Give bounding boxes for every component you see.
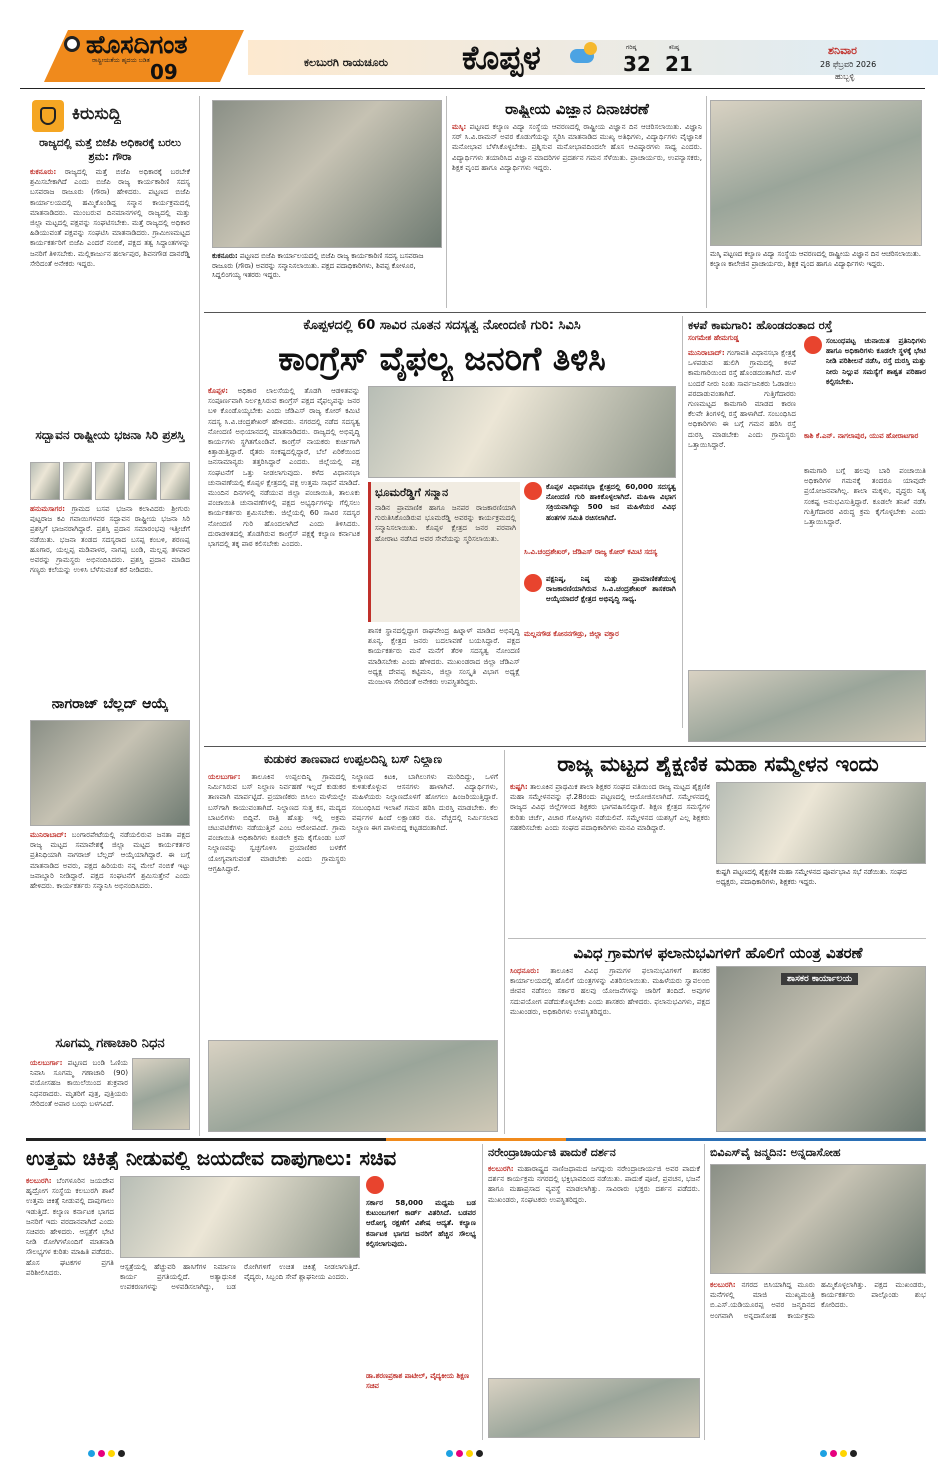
science-day-title: ರಾಷ್ಟ್ರೀಯ ವಿಜ್ಞಾನ ದಿನಾಚರಣೆ [505,100,649,118]
machines-photo [716,966,926,1132]
callout-1-text: ಕೊಪ್ಪಳ ವಿಧಾನಸಭಾ ಕ್ಷೇತ್ರದಲ್ಲಿ 60,000 ಸದಸ್ಯತ್ವ ನೋಂದಣಿ ಗುರಿ ಹಾಕಿಕೊಳ್ಳಲಾಗಿದೆ. ಮಹಿಳಾ ವಿಭಾಗ ಸಕ್ರಿಯವಾಗಿದ್ದು 500 ಜನ ಮಹಿಳೆಯರ ವಿವಿಧ ಹಂತಗಳ ಸಮಿತಿ ರಚಿಸಲಾಗಿದೆ. [546,482,676,522]
print-marks-center [446,1442,486,1461]
weather-sun-icon [584,42,597,55]
logo-emblem-icon [64,36,80,52]
road-work-byline: ಸಂಗಮೇಶ ಹೇಮಗುಡ್ಡ [688,334,739,342]
science-day-text: ಪಟ್ಟಣದ ಕಲ್ಯಾಣ ವಿದ್ಯಾ ಸಂಸ್ಥೆಯ ಆವರಣದಲ್ಲಿ ರಾಷ್ಟ್ರೀಯ ವಿಜ್ಞಾನ ದಿನ ಆಚರಿಸಲಾಯಿತು. ವಿಜ್ಞಾನಿ ಸರ್ ಸಿ.ವಿ.ರಾಮನ್ ಅವರ ಕೊಡುಗೆಯನ್ನು ಸ್ಮರಿಸಿ ಮಾತನಾಡಿದ ಮುಖ್ಯ ಅತಿಥಿಗಳು, ವಿದ್ಯಾರ್ಥಿಗಳು ವೈಜ್ಞಾನಿಕ ಮನೋಭಾವ ಬೆಳೆಸಿಕೊಳ್ಳಬೇಕು. ಪ್ರಶ್ನಿಸುವ ಮನೋಭಾವದಿಂದಲೇ ಹೊಸ ಆವಿಷ್ಕಾರಗಳು ಸಾಧ್ಯ ಎಂದರು. ವಿದ್ಯಾರ್ಥಿಗಳು ತಯಾರಿಸಿದ ವಿಜ್ಞಾನ ಮಾದರಿಗಳ ಪ್ರದರ್ಶನ ಗಮನ ಸೆಳೆಯಿತು. ಪ್ರಾಚಾರ್ಯರು, ಉಪನ್ಯಾಸಕರು, ಶಿಕ್ಷಕ ವೃಂದ ಹಾಗೂ ವಿದ್ಯಾರ್ಥಿಗಳು ಇದ್ದರು. [452,122,702,172]
congress-inset-body: ನಾಡಿನ ಪ್ರಾಮಾಣಿಕ ಹಾಗೂ ಜನಪರ ರಾಜಕಾರಣಿಯಾಗಿ ಗುರುತಿಸಿಕೊಂಡಿರುವ ಭೂಮರೆಡ್ಡಿ ಅವರನ್ನು ಕಾರ್ಯಕ್ರಮದಲ್ಲಿ ಸನ್ಮಾನಿಸಲಾಯಿತು. ಕೊಪ್ಪಳ ಕ್ಷೇತ್ರದ ಜನರ ಪರವಾಗಿ ಹೋರಾಟ ನಡೆಸಿದ ಅವರ ಸೇವೆಯನ್ನು ಸ್ಮರಿಸಲಾಯಿತು. [375,503,516,543]
masthead [0,0,945,90]
print-dot [830,1450,837,1457]
regions-label: ಕಲಬುರಗಿ ರಾಯಚೂರು [304,56,389,69]
road-callout-source: ಕಾಶಿ ಕೆ.ಎನ್. ನಾಗಲಾಪುರ, ಯುವ ಹೋರಾಟಗಾರ [804,432,919,440]
road-work-dateline: ಮುನಿರಾಬಾದ್: [688,348,725,357]
sidebar-story2-dateline: ಹನುಮಸಾಗರ: [30,504,66,513]
print-dot [466,1450,473,1457]
sidebar-story4-body [30,1058,128,1134]
divider-mid-1 [682,316,683,728]
tagline: ರಾಷ್ಟ್ರೀಯತೆಯ ಹೃದಯ ಬಡಿತ [92,57,150,64]
congress-headline: ಕಾಂಗ್ರೆಸ್ ವೈಫಲ್ಯ ಜನರಿಗೆ ತಿಳಿಸಿ [278,339,606,378]
congress-body2: ಕಳೆದ ವಿಧಾನಸಭಾ ಚುನಾವಣೆಯಲ್ಲಿ ಕೊಪ್ಪಳ ಕ್ಷೇತ್ರದಲ್ಲಿ ಪಕ್ಷ ಉತ್ತಮ ಸಾಧನೆ ಮಾಡಿದೆ. ಮುಂದಿನ ದಿನಗಳಲ್ಲಿ ನಡೆಯುವ ಜಿಲ್ಲಾ ಪಂಚಾಯಿತಿ, ತಾಲೂಕು ಪಂಚಾಯಿತಿ ಚುನಾವಣೆಗಳಲ್ಲಿ ಪಕ್ಷದ ಅಭ್ಯರ್ಥಿಗಳನ್ನು ಗೆಲ್ಲಿಸಲು ಕಾರ್ಯಕರ್ತರು ಶ್ರಮಿಸಬೇಕು. ಜಿಲ್ಲೆಯಲ್ಲಿ 60 ಸಾವಿರ ಸದಸ್ಯರ ನೋಂದಣಿ ಗುರಿ ಹೊಂದಲಾಗಿದೆ ಎಂದು ತಿಳಿಸಿದರು. ದುರಾಡಳಿತದಲ್ಲಿ ತೊಡಗಿರುವ ಕಾಂಗ್ರೆಸ್ ಪಕ್ಷಕ್ಕೆ ಕಲ್ಯಾಣ ಕರ್ನಾಟಕ ಭಾಗದಲ್ಲಿ ತಕ್ಕ ಪಾಠ ಕಲಿಸಬೇಕು ಎಂದರು. [208,467,360,549]
bottom-section-rule [26,1138,926,1141]
congress-body-col3: ಶಾಸಕ ಸ್ಥಾನದಲ್ಲಿದ್ದಾಗ ರಾಘವೇಂದ್ರ ಹಿಟ್ನಾಳ್ ಮಾಡಿದ ಅಭಿವೃದ್ಧಿ ಶೂನ್ಯ. ಕ್ಷೇತ್ರದ ಜನರು ಬದಲಾವಣೆ ಬಯಸಿದ್ದಾರೆ. ಪಕ್ಷದ ಕಾರ್ಯಕರ್ತರು ಮನೆ ಮನೆಗೆ ತೆರಳಿ ಸದಸ್ಯತ್ವ ನೋಂದಣಿ ಮಾಡಿಸಬೇಕು ಎಂದು ಹೇಳಿದರು. ಮುಖಂಡರಾದ ಜಿಲ್ಲಾ ಜೆಡಿಎಸ್ ಅಧ್ಯಕ್ಷ ದೇವಪ್ಪ ಕಟ್ಟಿಮನಿ, ಜಿಲ್ಲಾ ಸಂಸ್ಕೃತಿ ವಿಭಾಗ ಅಧ್ಯಕ್ಷೆ ಮಂಜುಳಾ ಸೇರಿದಂತೆ ಅನೇಕರು ಉಪಸ್ಥಿತರಿದ್ದರು. [368,626,520,687]
award-photo-4 [128,462,158,500]
machines-title: ವಿವಿಧ ಗ್ರಾಮಗಳ ಫಲಾನುಭವಿಗಳಿಗೆ ಹೊಲಿಗೆ ಯಂತ್ರ ವಿತರಣೆ [573,944,863,962]
felicitation-photo [30,720,190,826]
congress-body-col1 [208,386,360,728]
masthead-rule [20,88,925,89]
sidebar-story1-dateline: ಕುಕನೂರು: [30,167,57,176]
sidebar-story3-title: ನಾಗರಾಜ್ ಬೆಲ್ಲದ್ ಆಯ್ಕೆ [51,696,169,712]
road-work-title: ಕಳಪೆ ಕಾಮಗಾರಿ: ಹೊಂಡದಂತಾದ ರಸ್ತೆ [688,318,833,332]
bvs-photo [710,1164,926,1274]
bus-stand-body: ತಾಲೂಕಿನ ಉಪ್ಪಲದಿನ್ನಿ ಗ್ರಾಮದಲ್ಲಿ ನಿರ್ಮಿಸಿರುವ ಬಸ್ ನಿಲ್ದಾಣ ನಿರ್ವಹಣೆ ಇಲ್ಲದೆ ಕುಡುಕರ ತಾಣವಾಗಿ ಮಾರ್ಪಟ್ಟಿದೆ. ಪ್ರಯಾಣಿಕರು ಬಿಸಿಲು ಮಳೆಯಲ್ಲೇ ಬಸ್‌ಗಾಗಿ ಕಾಯುವಂತಾಗಿದೆ. ನಿಲ್ದಾಣದ ಸುತ್ತ ಕಸ, ಮದ್ಯದ ಬಾಟಲಿಗಳು ಬಿದ್ದಿವೆ. ರಾತ್ರಿ ಹೊತ್ತು ಇಲ್ಲಿ ಅಕ್ರಮ ಚಟುವಟಿಕೆಗಳು ನಡೆಯುತ್ತಿವೆ ಎಂಬ ಆರೋಪವಿದೆ. ಗ್ರಾಮ ಪಂಚಾಯಿತಿ ಅಧಿಕಾರಿಗಳು ಕೂಡಲೇ ಕ್ರಮ ಕೈಗೊಂಡು ಬಸ್ ನಿಲ್ದಾಣವನ್ನು ಸ್ವಚ್ಛಗೊಳಿಸಿ ಪ್ರಯಾಣಿಕರ ಬಳಕೆಗೆ ಯೋಗ್ಯವಾಗುವಂತೆ ಮಾಡಬೇಕು ಎಂದು ಗ್ರಾಮಸ್ಥರು ಆಗ್ರಹಿಸಿದ್ದಾರೆ. [208,772,346,873]
print-dot [820,1450,827,1457]
award-photo-2 [63,462,93,500]
science-day-dateline: ಮಸ್ಕಿ: [452,122,467,131]
quote-icon-3 [804,336,822,354]
road-work-photo [688,670,926,742]
edu-conference-body-col1 [510,782,710,932]
award-photo-1 [30,462,60,500]
print-dot [446,1450,453,1457]
science-day-photo [710,100,922,246]
jayadeva-body-col1 [26,1176,114,1438]
edu-conference-caption: ಕುಷ್ಟಗಿ ಪಟ್ಟಣದಲ್ಲಿ ಶೈಕ್ಷಣಿಕ ಮಹಾ ಸಮ್ಮೇಳನದ ಪೂರ್ವಭಾವಿ ಸಭೆ ನಡೆಯಿತು. ಸಂಘದ ಅಧ್ಯಕ್ಷರು, ಪದಾಧಿಕಾರಿಗಳು, ಶಿಕ್ಷಕರು ಇದ್ದರು. [716,868,907,886]
bus-stand-body-col2: ನಿಲ್ದಾಣದ ಕಿಟಕಿ, ಬಾಗಿಲುಗಳು ಮುರಿದಿದ್ದು, ಒಳಗೆ ಕುಳಿತುಕೊಳ್ಳುವ ಆಸನಗಳು ಹಾಳಾಗಿವೆ. ವಿದ್ಯಾರ್ಥಿಗಳು, ಮಹಿಳೆಯರು ನಿಲ್ದಾಣದೊಳಗೆ ಹೋಗಲು ಹಿಂಜರಿಯುತ್ತಿದ್ದಾರೆ. ಸಂಬಂಧಿಸಿದ ಇಲಾಖೆ ಗಮನ ಹರಿಸಿ ದುರಸ್ತಿ ಮಾಡಬೇಕು. ಕೆಲ ವರ್ಷಗಳ ಹಿಂದೆ ಲಕ್ಷಾಂತರ ರೂ. ವೆಚ್ಚದಲ್ಲಿ ನಿರ್ಮಿಸಲಾದ ನಿಲ್ದಾಣ ಈಗ ಪಾಳುಬಿದ್ದ ಕಟ್ಟಡದಂತಾಗಿದೆ. [352,772,498,833]
sidebar-story4-text: ಪಟ್ಟಣದ ಬಂಡಿ ಓಣಿಯ ನಿವಾಸಿ ಸೂಗಮ್ಮ ಗಣಾಚಾರಿ (90) ವಯೋಸಹಜ ಕಾಯಿಲೆಯಿಂದ ಶುಕ್ರವಾರ ನಿಧನರಾದರು. ಮೃತರಿಗೆ ಪುತ್ರ, ಪುತ್ರಿಯರು ಸೇರಿದಂತೆ ಅಪಾರ ಬಂಧು ಬಳಗವಿದೆ. [30,1058,128,1108]
quote-icon-2 [524,574,542,592]
jayadeva-title: ಉತ್ತಮ ಚಿಕಿತ್ಸೆ ನೀಡುವಲ್ಲಿ ಜಯದೇವ ದಾಪುಗಾಲು: ಸಚಿವ [26,1146,397,1170]
quote-icon-1 [524,482,542,500]
science-day-caption: ಮಸ್ಕಿ ಪಟ್ಟಣದ ಕಲ್ಯಾಣ ವಿದ್ಯಾ ಸಂಸ್ಥೆಯ ಆವರಣದಲ್ಲಿ ರಾಷ್ಟ್ರೀಯ ವಿಜ್ಞಾನ ದಿನ ಆಚರಿಸಲಾಯಿತು. ಕಲ್ಯಾಣ ಕಾಲೇಜಿನ ಪ್ರಾಚಾರ್ಯರು, ಶಿಕ್ಷಕ ವೃಂದ ಹಾಗೂ ವಿದ್ಯಾರ್ಥಿಗಳು ಇದ್ದರು. [710,250,921,268]
congress-inset-box [368,482,520,622]
road-work-body-col1 [688,348,796,666]
divider-row-2 [204,746,926,747]
bjp-felicitation-photo [212,100,442,248]
award-photo-3 [95,462,125,500]
print-dot [118,1450,125,1457]
machines-dateline: ಸಿಂಧನೂರು: [510,966,540,975]
divider-top-1 [446,96,447,308]
bus-stand-body-col1 [208,772,346,1034]
congress-kicker: ಕೊಪ್ಪಳದಲ್ಲಿ 60 ಸಾವಿರ ನೂತನ ಸದಸ್ಯತ್ವ ನೋಂದಣಿ ಗುರಿ: ಸಿವಿಸಿ [303,318,581,333]
divider-row-3 [508,938,926,939]
logo-text: ಹೊಸದಿಗಂತ [86,30,188,59]
bvs-dateline: ಕಲಬುರಗಿ: [710,1280,736,1289]
sidebar-story4-title: ಸೂಗಮ್ಮ ಗಣಾಚಾರಿ ನಿಧನ [55,1036,165,1051]
sidebar-header: ಕಿರುಸುದ್ದಿ [72,104,122,124]
bvs-text: ನಗರದ ಬಿಸಿಯಾಗಿದ್ದ ಮೂರು ಮನೆಗಳಲ್ಲಿ ಮಾಜಿ ಮುಖ್ಯಮಂತ್ರಿ ಬಿ.ಎಸ್.ಯಡಿಯೂರಪ್ಪ ಅವರ ಜನ್ಮದಿನದ ಅಂಗವಾಗಿ ಅನ್ನದಾಸೋಹ ಕಾರ್ಯಕ್ರಮ ಹಮ್ಮಿಕೊಳ್ಳಲಾಗಿತ್ತು. ಪಕ್ಷದ ಮುಖಂಡರು, ಕಾರ್ಯಕರ್ತರು ಪಾಲ್ಗೊಂಡು ಶುಭ ಕೋರಿದರು. [710,1280,926,1320]
science-day-body [452,122,702,306]
road-work-body-col2: ಕಾಮಗಾರಿ ಬಗ್ಗೆ ಹಲವು ಬಾರಿ ಪಂಚಾಯಿತಿ ಅಧಿಕಾರಿಗಳ ಗಮನಕ್ಕೆ ತಂದರೂ ಯಾವುದೇ ಪ್ರಯೋಜನವಾಗಿಲ್ಲ. ಶಾಲಾ ಮಕ್ಕಳು, ವೃದ್ಧರು ನಿತ್ಯ ಸಂಕಷ್ಟ ಅನುಭವಿಸುತ್ತಿದ್ದಾರೆ. ಕೂಡಲೇ ತನಿಖೆ ನಡೆಸಿ ಗುತ್ತಿಗೆದಾರರ ವಿರುದ್ಧ ಕ್ರಮ ಕೈಗೊಳ್ಳಬೇಕು ಎಂದು ಒತ್ತಾಯಿಸಿದ್ದಾರೆ. [804,466,926,527]
print-marks-left [88,1442,128,1461]
sidebar-story4-dateline: ಯಲಬುರ್ಗಾ: [30,1058,63,1067]
bvs-body [710,1280,926,1438]
edition-name: ಕೊಪ್ಪಳ [462,38,541,77]
jayadeva-body-col2: ಆಸ್ಪತ್ರೆಯಲ್ಲಿ ಹೆಚ್ಚುವರಿ ಹಾಸಿಗೆಗಳ ನಿರ್ಮಾಣ ಕಾರ್ಯ ಪ್ರಗತಿಯಲ್ಲಿದೆ. ಅತ್ಯಾಧುನಿಕ ಉಪಕರಣಗಳನ್ನು ಅಳವಡಿಸಲಾಗಿದ್ದು, ಬಡ ರೋಗಿಗಳಿಗೆ ಉಚಿತ ಚಿಕಿತ್ಸೆ ನೀಡಲಾಗುತ್ತಿದೆ. ವೈದ್ಯರು, ಸಿಬ್ಬಂದಿ ಸೇವೆ ಶ್ಲಾಘನೀಯ ಎಂದರು. [120,1262,360,1292]
narendracharya-title: ನರೇಂದ್ರಾಚಾರ್ಯಜಿ ಪಾದುಕೆ ದರ್ಶನ [488,1146,616,1159]
temp-max-label: ಗರಿಷ್ಠ [626,44,637,51]
narendracharya-photo [488,1378,700,1438]
bjp-caption-dateline: ಕುಕನೂರು: [212,252,238,260]
sidebar-story3-text: ಬಂಗಾರಪೇಟೆಯಲ್ಲಿ ನಡೆಯಲಿರುವ ಜನತಾ ಪಕ್ಷದ ರಾಜ್ಯ ಮಟ್ಟದ ಸಮಾವೇಶಕ್ಕೆ ಜಿಲ್ಲಾ ಮಟ್ಟದ ಕಾರ್ಯಕರ್ತರ ಪ್ರತಿನಿಧಿಯಾಗಿ ನಾಗರಾಜ್ ಬೆಲ್ಲದ್ ಆಯ್ಕೆಯಾಗಿದ್ದಾರೆ. ಈ ಬಗ್ಗೆ ಮಾತನಾಡಿದ ಅವರು, ಪಕ್ಷದ ಹಿರಿಯರು ನನ್ನ ಮೇಲೆ ನಂಬಿಕೆ ಇಟ್ಟು ಜವಾಬ್ದಾರಿ ನೀಡಿದ್ದಾರೆ. ಪಕ್ಷದ ಸಂಘಟನೆಗೆ ಶ್ರಮಿಸುತ್ತೇನೆ ಎಂದು ಹೇಳಿದರು. ಕಾರ್ಯಕರ್ತರು ಸನ್ಮಾನಿಸಿ ಅಭಿನಂದಿಸಿದರು. [30,830,190,891]
callout-2-text: ಪಕ್ಷನಿಷ್ಠ, ನಿಷ್ಠ ಮತ್ತು ಪ್ರಾಮಾಣಿಕತೆಯುಳ್ಳ ರಾಜಕಾರಣಿಯಾಗಿರುವ ಸಿ.ವಿ.ಚಂದ್ರಶೇಖರ್ ಶಾಸಕರಾಗಿ ಆಯ್ಕೆಯಾದರೆ ಕ್ಷೇತ್ರದ ಅಭಿವೃದ್ಧಿ ಸಾಧ್ಯ. [546,574,676,604]
sidebar-story1-text: ರಾಜ್ಯದಲ್ಲಿ ಮತ್ತೆ ಬಿಜೆಪಿ ಅಧಿಕಾರಕ್ಕೆ ಬರಬೇಕೆ ಶ್ರಮಿಸಬೇಕಾಗಿದೆ ಎಂದು ಬಿಜೆಪಿ ರಾಜ್ಯ ಕಾರ್ಯಕಾರಿಣಿ ಸದಸ್ಯ ಬಸವರಾಜ ರಾಜೂರು (ಗೌರಾ) ಹೇಳಿದರು. ಪಟ್ಟಣದ ಬಿಜೆಪಿ ಕಾರ್ಯಾಲಯದಲ್ಲಿ ಹಮ್ಮಿಕೊಂಡಿದ್ದ ಸನ್ಮಾನ ಕಾರ್ಯಕ್ರಮದಲ್ಲಿ ಮಾತನಾಡಿದರು. ಮುಂಬರುವ ದಿನಮಾನಗಳಲ್ಲಿ ರಾಜ್ಯದಲ್ಲಿ ಮತ್ತು ಜಿಲ್ಲಾ ಮಟ್ಟದಲ್ಲಿ ಪಕ್ಷವನ್ನು ಸಂಘಟಿಸಬೇಕು. ಮತ್ತೆ ರಾಜ್ಯದಲ್ಲಿ ಅಧಿಕಾರ ಹಿಡಿಯುವಂತೆ ಪಕ್ಷವನ್ನು ಸಂಘಟಿಸಿ ಮಾತನಾಡಿದರು. ಗ್ರಾಮೀಣಮಟ್ಟದ ಕಾರ್ಯಕರ್ತರಿಗೆ ಬಿಜೆಪಿ ಎಂದರೆ ನಂಬಿಕೆ, ಪಕ್ಷದ ತತ್ವ ಸಿದ್ಧಾಂತಗಳನ್ನು ಜನರಿಗೆ ತಿಳಿಸಬೇಕು. ಮಲ್ಲಿಕಾರ್ಜುನ ಹರ್ಲಾಪುರ, ಶಿವನಗೌಡ ದಾನರೆಡ್ಡಿ ಸೇರಿದಂತೆ ಅನೇಕರು ಇದ್ದರು. [30,167,190,268]
edu-conference-body: ತಾಲೂಕಿನ ಪ್ರಾಥಮಿಕ ಶಾಲಾ ಶಿಕ್ಷಕರ ಸಂಘದ ವತಿಯಿಂದ ರಾಜ್ಯ ಮಟ್ಟದ ಶೈಕ್ಷಣಿಕ ಮಹಾ ಸಮ್ಮೇಳನವನ್ನು ಫೆ.28ರಂದು ಪಟ್ಟಣದಲ್ಲಿ ಆಯೋಜಿಸಲಾಗಿದೆ. ಸಮ್ಮೇಳನದಲ್ಲಿ ರಾಜ್ಯದ ವಿವಿಧ ಜಿಲ್ಲೆಗಳಿಂದ ಶಿಕ್ಷಕರು ಭಾಗವಹಿಸಲಿದ್ದಾರೆ. ಶಿಕ್ಷಣ ಕ್ಷೇತ್ರದ ಸಮಸ್ಯೆಗಳ ಕುರಿತು ಚರ್ಚೆ, ವಿಚಾರ ಗೋಷ್ಠಿಗಳು ನಡೆಯಲಿವೆ. ಸಮ್ಮೇಳನದ ಯಶಸ್ಸಿಗೆ ಎಲ್ಲ ಶಿಕ್ಷಕರು ಸಹಕರಿಸಬೇಕು ಎಂದು ಸಂಘದ ಪದಾಧಿಕಾರಿಗಳು ಮನವಿ ಮಾಡಿದ್ದಾರೆ. [510,782,710,832]
print-dot [476,1450,483,1457]
divider-bottom-2 [704,1144,705,1440]
road-callout-text: ಸಂಬಂಧಪಟ್ಟ ಚುನಾಯಿತ ಪ್ರತಿನಿಧಿಗಳು ಹಾಗೂ ಅಧಿಕಾರಿಗಳು ಕೂಡಲೇ ಸ್ಥಳಕ್ಕೆ ಭೇಟಿ ನೀಡಿ ಪರಿಶೀಲನೆ ನಡೆಸಿ, ರಸ್ತೆ ದುರಸ್ತಿ ಮತ್ತು ನೀರು ನಿಲ್ಲುವ ಸಮಸ್ಯೆಗೆ ಶಾಶ್ವತ ಪರಿಹಾರ ಕಲ್ಪಿಸಬೇಕು. [826,336,926,386]
congress-callout-1 [524,482,676,570]
congress-callout-2 [524,574,676,650]
bvs-title: ಬಿವಿಎಸ್‌ವೈ ಜನ್ಮದಿನ: ಅನ್ನದಾಸೋಹ [710,1146,841,1159]
print-dot [108,1450,115,1457]
machines-photo-sign: ಶಾಸಕರ ಕಾರ್ಯಾಲಯ [781,973,858,985]
print-dot [456,1450,463,1457]
machines-body [510,966,710,1134]
jayadeva-callout-source: ಡಾ.ಶರಣಪ್ರಕಾಶ ಪಾಟೀಲ್, ವೈದ್ಯಕೀಯ ಶಿಕ್ಷಣ ಸಚಿವ [366,1372,470,1390]
jayadeva-callout-text: ಸರ್ಕಾರ 58,000 ಮಧ್ಯಮ ಬಡ ಕುಟುಂಬಗಳಿಗೆ ಕಾರ್ಡ್ ವಿತರಿಸಿದೆ. ಬಡವರ ಆರೋಗ್ಯ ರಕ್ಷಣೆಗೆ ವಿಶೇಷ ಆದ್ಯತೆ. ಕಲ್ಯಾಣ ಕರ್ನಾಟಕ ಭಾಗದ ಜನರಿಗೆ ಹೆಚ್ಚಿನ ಸೌಲಭ್ಯ ಕಲ್ಪಿಸಲಾಗುವುದು. [366,1198,476,1248]
bus-stand-photo [208,1040,498,1132]
print-dot [88,1450,95,1457]
congress-body1: ಅಧಿಕಾರ ಲಾಲಸೆಯಲ್ಲಿ ತೊಡಗಿ ಆಡಳಿತವನ್ನು ಸಂಪೂರ್ಣವಾಗಿ ನಿರ್ಲಕ್ಷಿಸಿರುವ ಕಾಂಗ್ರೆಸ್ ಪಕ್ಷದ ವೈಫಲ್ಯವನ್ನು ಜನರ ಬಳಿ ಕೊಂಡೊಯ್ಯಬೇಕು ಎಂದು ಜೆಡಿಎಸ್ ರಾಜ್ಯ ಕೋರ್ ಕಮಿಟಿ ಸದಸ್ಯ ಸಿ.ವಿ.ಚಂದ್ರಶೇಖರ್ ಹೇಳಿದರು. ನಗರದಲ್ಲಿ ನಡೆದ ಸದಸ್ಯತ್ವ ನೋಂದಣಿ ಅಭಿಯಾನದಲ್ಲಿ ಮಾತನಾಡಿದರು. ರಾಜ್ಯದಲ್ಲಿ ಅಭಿವೃದ್ಧಿ ಕಾರ್ಯಗಳು ಸ್ಥಗಿತಗೊಂಡಿವೆ. ಕಾಂಗ್ರೆಸ್ ನಾಯಕರು ಕುರ್ಚಿಗಾಗಿ ಕಿತ್ತಾಡುತ್ತಿದ್ದಾರೆ. ರೈತರು ಸಂಕಷ್ಟದಲ್ಲಿದ್ದಾರೆ, ಬೆಲೆ ಏರಿಕೆಯಿಂದ ಜನಸಾಮಾನ್ಯರು ತತ್ತರಿಸಿದ್ದಾರೆ ಎಂದರು. ಜಿಲ್ಲೆಯಲ್ಲಿ ಪಕ್ಷ ಸಂಘಟನೆಗೆ ಒತ್ತು ನೀಡಲಾಗುವುದು. [208,386,360,477]
date-label: 28 ಫೆಬ್ರವರಿ 2026 [820,60,877,69]
sidebar-divider [199,96,200,1136]
temp-min-label: ಕನಿಷ್ಠ [669,44,680,51]
narendracharya-body [488,1164,700,1374]
sidebar-story1-title: ರಾಜ್ಯದಲ್ಲಿ ಮತ್ತೆ ಬಿಜೆಪಿ ಅಧಿಕಾರಕ್ಕೆ ಬರಲು ಶ್ರಮ: ಗೌರಾ [39,137,181,163]
sidebar-story3-body [30,830,190,1030]
narendracharya-dateline: ಕಲಬುರಗಿ: [488,1164,514,1173]
jayadeva-dateline: ಕಲಬುರಗಿ: [26,1176,52,1185]
road-work-body: ಗಂಗಾವತಿ ವಿಧಾನಸಭಾ ಕ್ಷೇತ್ರಕ್ಕೆ ಒಳಪಡುವ ಹುಲಿಗಿ ಗ್ರಾಮದಲ್ಲಿ ಕಳಪೆ ಕಾಮಗಾರಿಯಿಂದ ರಸ್ತೆ ಹೊಂಡದಂತಾಗಿದೆ. ಮಳೆ ಬಂದರೆ ನೀರು ನಿಂತು ಸಾರ್ವಜನಿಕರು ಓಡಾಡಲು ಪರದಾಡುವಂತಾಗಿದೆ. ಗುತ್ತಿಗೆದಾರರು ಗುಣಮಟ್ಟದ ಕಾಮಗಾರಿ ಮಾಡದ ಕಾರಣ ಕೆಲವೇ ತಿಂಗಳಲ್ಲಿ ರಸ್ತೆ ಹಾಳಾಗಿದೆ. ಸಂಬಂಧಿಸಿದ ಅಧಿಕಾರಿಗಳು ಈ ಬಗ್ಗೆ ಗಮನ ಹರಿಸಿ ರಸ್ತೆ ದುರಸ್ತಿ ಮಾಡಬೇಕು ಎಂದು ಗ್ರಾಮಸ್ಥರು ಒತ್ತಾಯಿಸಿದ್ದಾರೆ. [688,348,796,449]
hand-icon [40,107,56,125]
sidebar-story2-body [30,504,190,690]
machines-text: ತಾಲೂಕಿನ ವಿವಿಧ ಗ್ರಾಮಗಳ ಫಲಾನುಭವಿಗಳಿಗೆ ಶಾಸಕರ ಕಾರ್ಯಾಲಯದಲ್ಲಿ ಹೊಲಿಗೆ ಯಂತ್ರಗಳನ್ನು ವಿತರಿಸಲಾಯಿತು. ಮಹಿಳೆಯರು ಸ್ವಾವಲಂಬಿ ಜೀವನ ನಡೆಸಲು ಸರ್ಕಾರ ಹಲವು ಯೋಜನೆಗಳನ್ನು ಜಾರಿಗೆ ತಂದಿದೆ. ಅವುಗಳ ಸದುಪಯೋಗ ಪಡೆದುಕೊಳ್ಳಬೇಕು ಎಂದು ಶಾಸಕರು ಹೇಳಿದರು. ಫಲಾನುಭವಿಗಳು, ಪಕ್ಷದ ಮುಖಂಡರು, ಅಧಿಕಾರಿಗಳು ಉಪಸ್ಥಿತರಿದ್ದರು. [510,966,710,1016]
print-marks-right [820,1442,860,1461]
bjp-caption-text: ಪಟ್ಟಣದ ಬಿಜೆಪಿ ಕಾರ್ಯಾಲಯದಲ್ಲಿ ಬಿಜೆಪಿ ರಾಜ್ಯ ಕಾರ್ಯಕಾರಿಣಿ ಸದಸ್ಯ ಬಸವರಾಜ ರಾಜೂರು (ಗೌರಾ) ಅವರನ್ನು ಸನ್ಮಾನಿಸಲಾಯಿತು. ಪಕ್ಷದ ಪದಾಧಿಕಾರಿಗಳು, ಶಿವಪ್ಪ ಕೋಳೂರ, ಸಿದ್ದಲಿಂಗಯ್ಯ ಇತರರು ಇದ್ದರು. [212,252,424,279]
callout-1-source: ಸಿ.ವಿ.ಚಂದ್ರಶೇಖರ್, ಜೆಡಿಎಸ್ ರಾಜ್ಯ ಕೋರ್ ಕಮಿಟಿ ಸದಸ್ಯ [524,548,658,556]
jayadeva-photo [120,1176,360,1258]
bus-stand-title: ಕುಡುಕರ ತಾಣವಾದ ಉಪ್ಪಲದಿನ್ನಿ ಬಸ್ ನಿಲ್ದಾಣ [263,752,443,766]
jayadeva-callout [366,1176,476,1438]
print-dot [98,1450,105,1457]
congress-photo [368,386,676,478]
quote-icon-4 [366,1176,384,1194]
sidebar-story2-text: ಗ್ರಾಮದ ಬಸವ ಭಜನಾ ಕಲಾವಿದರು ಶ್ರೀಗುರು ಪುಟ್ಟರಾಜ ಕವಿ ಗವಾಯಿಗಳವರ ಸದ್ಭಾವನ ರಾಷ್ಟ್ರೀಯ ಭಜನಾ ಸಿರಿ ಪ್ರಶಸ್ತಿಗೆ ಭಾಜನರಾಗಿದ್ದಾರೆ. ಪ್ರಶಸ್ತಿ ಪ್ರದಾನ ಸಮಾರಂಭವು ಇತ್ತೀಚೆಗೆ ನಡೆಯಿತು. ಭಜನಾ ತಂಡದ ಸದಸ್ಯರಾದ ಬಸಪ್ಪ ಕಂಬಳಿ, ಶರಣಪ್ಪ ಹೂಗಾರ, ಯಲ್ಲಪ್ಪ ಮಡಿವಾಳರ, ನಾಗಪ್ಪ ಬಂಡಿ, ಮಲ್ಲಪ್ಪ ತಳವಾರ ಅವರನ್ನು ಗ್ರಾಮಸ್ಥರು ಅಭಿನಂದಿಸಿದರು. ಪ್ರಶಸ್ತಿ ಪ್ರದಾನ ಮಾಡಿದ ಗಣ್ಯರು ಕಲೆಯನ್ನು ಉಳಿಸಿ ಬೆಳೆಸುವಂತೆ ಕರೆ ನೀಡಿದರು. [30,504,190,575]
congress-dateline: ಕೊಪ್ಪಳ: [208,386,229,395]
edu-conference-dateline: ಕುಷ್ಟಗಿ: [510,782,528,791]
bus-stand-dateline: ಯಲಬುರ್ಗಾ: [208,772,241,781]
congress-body-col4 [524,654,676,728]
city-label: ಹುಬ್ಬಳ್ಳಿ [835,72,855,81]
edu-conference-photo [716,782,926,864]
print-dot [840,1450,847,1457]
temp-max: 32 [623,52,651,76]
divider-row-1 [204,312,926,313]
narendracharya-text: ಮಹಾರಾಷ್ಟ್ರದ ನಾಣಿಜಧಾಮದ ಜಗದ್ಗುರು ನರೇಂದ್ರಾಚಾರ್ಯಜಿ ಅವರ ಪಾದುಕೆ ದರ್ಶನ ಕಾರ್ಯಕ್ರಮ ನಗರದಲ್ಲಿ ಭಕ್ತಿಭಾವದಿಂದ ನಡೆಯಿತು. ಪಾದುಕೆ ಪೂಜೆ, ಪ್ರವಚನ, ಭಜನೆ ಹಾಗೂ ಮಹಾಪ್ರಸಾದ ವ್ಯವಸ್ಥೆ ಮಾಡಲಾಗಿತ್ತು. ಸಾವಿರಾರು ಭಕ್ತರು ದರ್ಶನ ಪಡೆದರು. ಮುಖಂಡರು, ಸಂಘಟಕರು ಉಪಸ್ಥಿತರಿದ್ದರು. [488,1164,700,1204]
sidebar-story1-body [30,167,190,423]
sidebar [26,96,194,1136]
page-number: 09 [150,60,178,84]
day-label: ಶನಿವಾರ [828,44,857,57]
edu-conference-title: ರಾಜ್ಯ ಮಟ್ಟದ ಶೈಕ್ಷಣಿಕ ಮಹಾ ಸಮ್ಮೇಳನ ಇಂದು [557,752,879,776]
sidebar-story3-dateline: ಮುನಿರಾಬಾದ್: [30,830,67,839]
congress-inset-title: ಭೂಮರೆಡ್ಡಿಗೆ ಸನ್ಮಾನ [375,486,449,499]
divider-top-2 [706,96,707,308]
temp-min: 21 [665,52,693,76]
obituary-photo [132,1058,190,1130]
sidebar-story2-title: ಸದ್ಭಾವನ ರಾಷ್ಟ್ರೀಯ ಭಜನಾ ಸಿರಿ ಪ್ರಶಸ್ತಿ [35,428,185,442]
print-dot [850,1450,857,1457]
road-work-callout [804,336,926,460]
award-photo-5 [160,462,190,500]
bjp-felicitation-caption [212,252,442,308]
callout-2-source: ಮಲ್ಲನಗೌಡ ಕೋನನಗೌಡ್ರು, ಜಿಲ್ಲಾ ವಕ್ತಾರ [524,630,619,638]
divider-mid-2 [504,750,505,1134]
award-photos [30,462,190,500]
jayadeva-body: ಬೆಂಗಳೂರಿನ ಜಯದೇವ ಹೃದ್ರೋಗ ಸಂಸ್ಥೆಯ ಕಲಬುರಗಿ ಶಾಖೆ ಉತ್ತಮ ಚಿಕಿತ್ಸೆ ನೀಡುವಲ್ಲಿ ದಾಪುಗಾಲು ಇಡುತ್ತಿದೆ. ಕಲ್ಯಾಣ ಕರ್ನಾಟಕ ಭಾಗದ ಜನರಿಗೆ ಇದು ವರದಾನವಾಗಿದೆ ಎಂದು ಸಚಿವರು ಹೇಳಿದರು. ಆಸ್ಪತ್ರೆಗೆ ಭೇಟಿ ನೀಡಿ ರೋಗಿಗಳೊಂದಿಗೆ ಮಾತನಾಡಿ ಸೌಲಭ್ಯಗಳ ಕುರಿತು ಮಾಹಿತಿ ಪಡೆದರು. ಹೊಸ ಘಟಕಗಳ ಪ್ರಗತಿ ಪರಿಶೀಲಿಸಿದರು. [26,1176,114,1277]
divider-bottom-1 [482,1144,483,1440]
